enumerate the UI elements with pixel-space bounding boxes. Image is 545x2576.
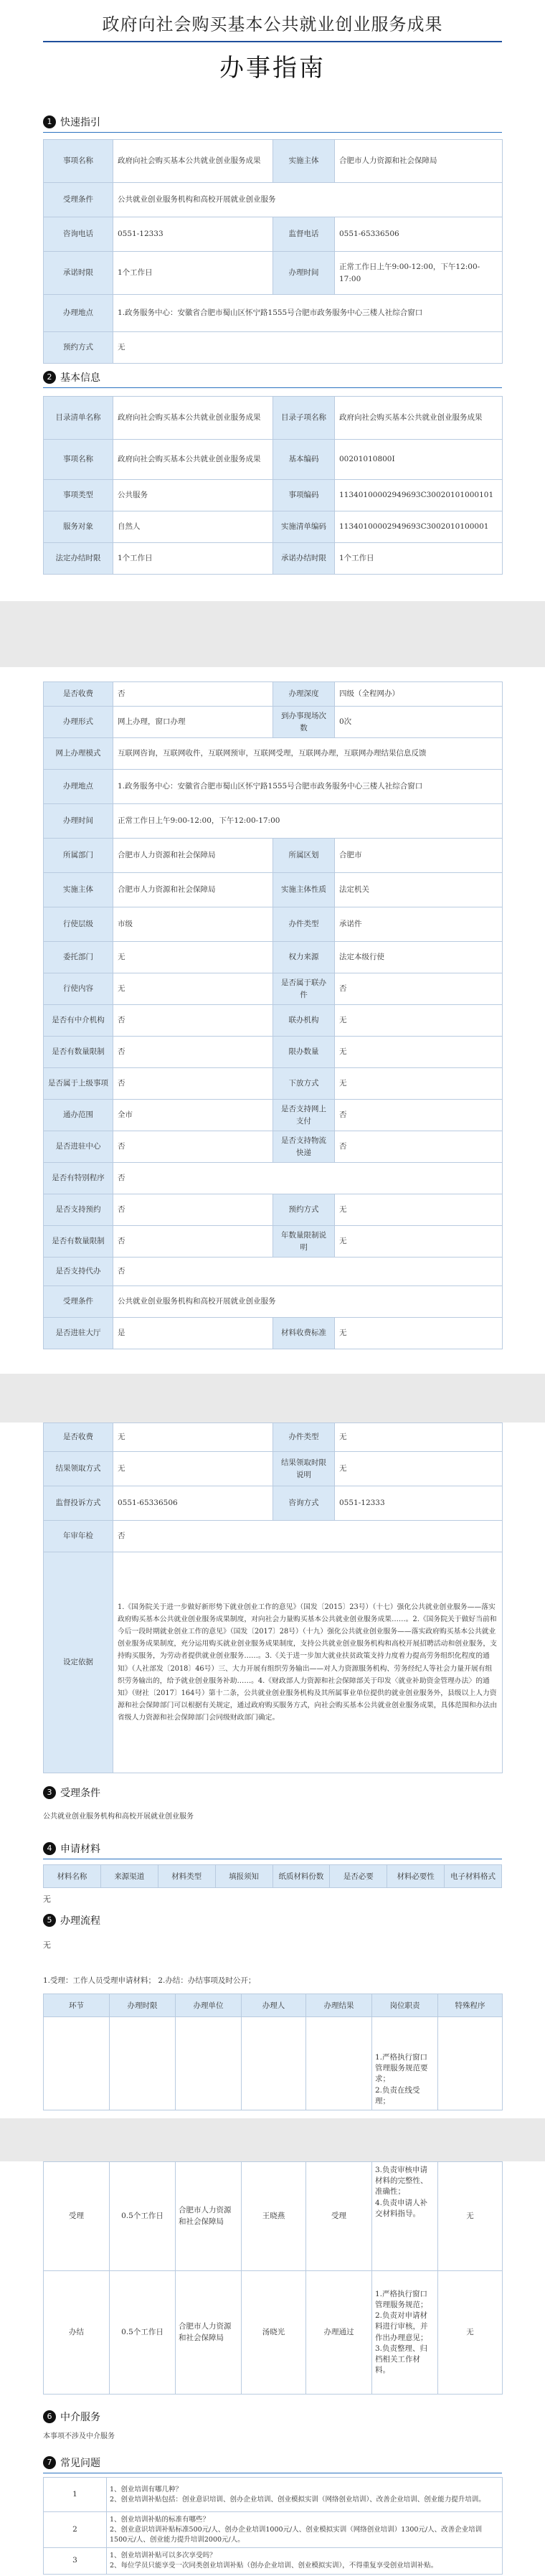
field-value: 0551-65336506: [113, 1486, 273, 1521]
field-label: 办理时间: [273, 252, 335, 295]
field-label: 是否有数量限制: [44, 1226, 113, 1258]
table-row: [44, 252, 503, 295]
table-row: [44, 804, 503, 839]
field-label: 年审年检: [44, 1521, 113, 1552]
process-unit: 合肥市人力资源和社会保障局: [176, 2162, 242, 2271]
field-value: 正常工作日上午9:00-12:00，下午12:00-17:00: [335, 252, 503, 295]
section-number-badge: 2: [43, 371, 56, 384]
faq-item: [44, 2478, 503, 2512]
field-label: 办理时间: [44, 804, 113, 839]
field-value: 正常工作日上午9:00-12:00，下午12:00-17:00: [113, 804, 503, 839]
field-value: 11340100002949693C3002010100001: [335, 511, 503, 543]
field-value: 政府向社会购买基本公共就业创业服务成果: [113, 397, 273, 440]
column-header: 电子材料格式: [445, 1865, 502, 1888]
section-title: 基本信息: [60, 372, 100, 384]
field-label: 委托部门: [44, 942, 113, 973]
field-label: 通办范围: [44, 1100, 113, 1131]
process-person: 汤晓光: [242, 2271, 306, 2395]
field-label: 材料收费标准: [273, 1318, 335, 1349]
document-title: 政府向社会购买基本公共就业创业服务成果: [102, 14, 443, 34]
field-label: 承诺办结时限: [273, 543, 335, 575]
column-header: 办理时限: [110, 1994, 176, 2017]
section-title: 快速指引: [60, 117, 100, 128]
field-value: 否: [335, 1100, 503, 1131]
faq-number: 2: [44, 2512, 107, 2548]
table-cell: [176, 2017, 242, 2110]
field-label: 受理条件: [44, 1286, 113, 1318]
field-value: 1个工作日: [113, 543, 273, 575]
field-value: 1.政务服务中心：安徽省合肥市蜀山区怀宁路1555号合肥市政务服务中心三楼人社综合窗口: [113, 770, 503, 804]
table-header-row: [44, 1865, 502, 1888]
field-label: 设定依据: [44, 1552, 113, 1773]
duty-cell: [372, 2017, 438, 2110]
field-label: 权力来源: [273, 942, 335, 973]
table-row: [44, 511, 503, 543]
field-value: 是: [113, 1318, 273, 1349]
materials-table: [43, 1864, 502, 1888]
table-cell: [306, 2017, 372, 2110]
field-label: 办理形式: [44, 707, 113, 738]
faq-question: 1、创业培训补贴可以多次享受吗？: [110, 2552, 217, 2560]
faq-content: [107, 2512, 503, 2548]
field-value: 否: [113, 1226, 273, 1258]
field-label: 目录清单名称: [44, 397, 113, 440]
field-value: 0次: [335, 707, 503, 738]
document-subtitle: 办事指南: [219, 54, 326, 82]
table-row: [44, 543, 503, 575]
field-label: 法定办结时限: [44, 543, 113, 575]
field-value: 否: [113, 1521, 503, 1552]
field-label: 是否支持代办: [44, 1258, 113, 1286]
duty-line: 3.负责审核申请材料的完整性、准确性；: [375, 2166, 428, 2197]
field-label: 办理深度: [273, 682, 335, 707]
column-header: 办理人: [242, 1994, 306, 2017]
field-value: 否: [113, 1037, 273, 1068]
field-value: 无: [335, 1452, 503, 1486]
table-row: [44, 480, 503, 511]
table-row: [44, 140, 503, 183]
section-heading-faq: [43, 2455, 100, 2470]
field-label: 是否进驻大厅: [44, 1318, 113, 1349]
section-title: 办理流程: [60, 1915, 100, 1927]
faq-answer: 2、创业意识培训补贴标准500元/人、创办企业培训1000元/人、创业模拟实训（网络创业培训）1300元/人、改善企业培训1500元/人、创业能力提升培训2000元/人。: [110, 2525, 483, 2544]
column-header: 岗位职责: [372, 1994, 438, 2017]
materials-empty-note: 无: [43, 1895, 51, 1904]
acceptance-text: 公共就业创业服务机构和高校开展就业创业服务: [43, 1813, 194, 1821]
section-title: 申请材料: [60, 1844, 100, 1855]
process-person: 王晓燕: [242, 2162, 306, 2271]
process-time: 0.5个工作日: [110, 2162, 176, 2271]
section-divider: [43, 132, 502, 133]
faq-number: 1: [44, 2478, 107, 2512]
faq-answer: 2、每位学员只能享受一次同类创业培训补贴（创办企业培训、创业模拟实训），不得重复享受创业培训补贴。: [110, 2562, 438, 2570]
field-value: 否: [113, 682, 273, 707]
column-header: 材料名称: [44, 1865, 101, 1888]
field-label: 到办事现场次数: [273, 707, 335, 738]
field-value: 合肥市: [335, 839, 503, 873]
field-value: 00201010800I: [335, 440, 503, 480]
field-value: 无: [335, 1037, 503, 1068]
duty-line: 2.负责对申请材料进行审核，并作出办理意见；: [375, 2311, 428, 2342]
field-label: 办件类型: [273, 907, 335, 942]
basic-info-table-continued: [43, 1423, 503, 1773]
field-label: 实施主体: [44, 873, 113, 907]
table-row: [44, 1163, 503, 1194]
table-row: [44, 707, 503, 738]
field-label: 是否收费: [44, 682, 113, 707]
title-divider: [43, 41, 502, 42]
document-page-1: [0, 0, 545, 601]
field-label: 办理地点: [44, 295, 113, 332]
column-header: 纸质材料份数: [272, 1865, 330, 1888]
field-value: 否: [113, 1258, 503, 1286]
table-row: [44, 217, 503, 252]
field-label: 事项类型: [44, 480, 113, 511]
process-special: 无: [438, 2271, 503, 2395]
field-label: 是否支持预约: [44, 1194, 113, 1226]
field-label: 网上办理模式: [44, 738, 113, 770]
table-row: [44, 1131, 503, 1163]
faq-content: [107, 2548, 503, 2575]
process-table-continued: [43, 2161, 503, 2395]
field-value: 1.政务服务中心：安徽省合肥市蜀山区怀宁路1555号合肥市政务服务中心三楼人社综合窗口: [113, 295, 503, 332]
section-number-badge: 3: [43, 1786, 56, 1799]
field-value: 网上办理，窗口办理: [113, 707, 273, 738]
field-value: 法定本级行使: [335, 942, 503, 973]
table-row: [44, 2271, 503, 2395]
table-row: [44, 2162, 503, 2271]
field-value: 无: [335, 1423, 503, 1452]
process-time: 0.5个工作日: [110, 2271, 176, 2395]
table-row: [44, 1258, 503, 1286]
faq-question: 1、创业培训有哪几种？: [110, 2485, 183, 2494]
field-value: 公共就业创业服务机构和高校开展就业创业服务: [113, 183, 503, 217]
field-value: 1个工作日: [335, 543, 503, 575]
field-value: 政府向社会购买基本公共就业创业服务成果: [335, 397, 503, 440]
process-result: 受理: [306, 2162, 372, 2271]
table-cell: [438, 2017, 503, 2110]
table-row: [44, 738, 503, 770]
field-label: 目录子项名称: [273, 397, 335, 440]
table-row: [44, 1005, 503, 1037]
table-row: [44, 839, 503, 873]
field-label: 限办数量: [273, 1037, 335, 1068]
field-label: 实施主体: [273, 140, 335, 183]
section-heading-materials: [43, 1841, 100, 1856]
field-value: 市级: [113, 907, 273, 942]
table-cell: [44, 2017, 110, 2110]
field-value: 公共服务: [113, 480, 273, 511]
field-label: 预约方式: [44, 332, 113, 364]
document-page-3: [0, 1423, 545, 2118]
column-header: 材料必要性: [387, 1865, 445, 1888]
field-value: 无: [335, 1194, 503, 1226]
field-label: 事项编码: [273, 480, 335, 511]
field-label: 受理条件: [44, 183, 113, 217]
field-value: 无: [113, 973, 273, 1005]
field-value: 11340100002949693C30020101000101: [335, 480, 503, 511]
table-row: [44, 183, 503, 217]
field-label: 是否有数量限制: [44, 1037, 113, 1068]
field-value: 0551-12333: [335, 1486, 503, 1521]
field-value: 法定机关: [335, 873, 503, 907]
duty-cell: [372, 2271, 438, 2395]
column-header: 材料类型: [158, 1865, 215, 1888]
column-header: 来源渠道: [100, 1865, 158, 1888]
table-row: [44, 1318, 503, 1349]
document-page-2: [0, 667, 545, 1374]
faq-item: [44, 2548, 503, 2575]
table-row: [44, 682, 503, 707]
process-step: 办结: [44, 2271, 110, 2395]
field-label: 服务对象: [44, 511, 113, 543]
field-value: 公共就业创业服务机构和高校开展就业创业服务: [113, 1286, 503, 1318]
table-row: [44, 295, 503, 332]
column-header: 特殊程序: [438, 1994, 503, 2017]
table-header-row: [44, 1994, 503, 2017]
document-page-4: [0, 2161, 545, 2576]
field-value: 自然人: [113, 511, 273, 543]
field-label: 事项名称: [44, 140, 113, 183]
field-value: 否: [113, 1131, 273, 1163]
field-value: 互联网咨询，互联网收件，互联网预审，互联网受理，互联网办理，互联网办理结果信息反馈: [113, 738, 503, 770]
table-row: [44, 973, 503, 1005]
section-number-badge: 7: [43, 2456, 56, 2469]
field-label: 是否收费: [44, 1423, 113, 1452]
process-table: [43, 1994, 503, 2110]
field-value: 合肥市人力资源和社会保障局: [113, 873, 273, 907]
section-title: 中介服务: [60, 2412, 100, 2423]
field-value: 否: [335, 973, 503, 1005]
field-value: 1个工作日: [113, 252, 273, 295]
field-label: 是否有中介机构: [44, 1005, 113, 1037]
field-value: 政府向社会购买基本公共就业创业服务成果: [113, 140, 273, 183]
field-label: 实施清单编码: [273, 511, 335, 543]
faq-table: [43, 2477, 503, 2575]
column-header: 填报须知: [215, 1865, 272, 1888]
field-label: 是否支持网上支付: [273, 1100, 335, 1131]
field-label: 结果领取时限说明: [273, 1452, 335, 1486]
table-row: [44, 770, 503, 804]
table-row: [44, 907, 503, 942]
field-label: 办件类型: [273, 1423, 335, 1452]
field-label: 是否支持物流快递: [273, 1131, 335, 1163]
field-value: 否: [113, 1068, 273, 1100]
column-header: 是否必要: [330, 1865, 387, 1888]
table-row: [44, 1452, 503, 1486]
field-value: 全市: [113, 1100, 273, 1131]
field-label: 结果领取方式: [44, 1452, 113, 1486]
section-heading-acceptance: [43, 1785, 100, 1800]
field-label: 承诺时限: [44, 252, 113, 295]
section-heading-basic-info: [43, 370, 100, 384]
quick-guide-table: [43, 139, 503, 364]
field-label: 是否有特别程序: [44, 1163, 113, 1194]
duty-line: 1.严格执行窗口管理服务规范；: [375, 2289, 428, 2309]
field-label: 基本编码: [273, 440, 335, 480]
field-value: 无: [335, 1226, 503, 1258]
duty-line: 4.负责申请人补交材料指导。: [375, 2198, 428, 2218]
field-value: 0551-65336506: [335, 217, 503, 252]
field-value: 承诺件: [335, 907, 503, 942]
table-row: [44, 942, 503, 973]
table-row: [44, 1226, 503, 1258]
section-heading-quick-guide: [43, 115, 100, 129]
field-label: 下放方式: [273, 1068, 335, 1100]
agency-text: 本事项不涉及中介服务: [43, 2433, 115, 2440]
field-value: 合肥市人力资源和社会保障局: [113, 839, 273, 873]
page-gap: [0, 2118, 545, 2161]
process-note: 无: [43, 1940, 51, 1950]
field-value: 无: [113, 942, 273, 973]
basic-info-table-continued: [43, 681, 503, 1349]
column-header: 办理单位: [176, 1994, 242, 2017]
field-value: 无: [113, 1423, 273, 1452]
field-label: 联办机构: [273, 1005, 335, 1037]
field-label: 是否属于上级事项: [44, 1068, 113, 1100]
duty-cell: [372, 2162, 438, 2271]
section-number-badge: 5: [43, 1914, 56, 1927]
table-row: [44, 1037, 503, 1068]
process-special: 无: [438, 2162, 503, 2271]
field-value: 无: [335, 1068, 503, 1100]
table-row: [44, 1286, 503, 1318]
faq-content: [107, 2478, 503, 2512]
process-result: 办理通过: [306, 2271, 372, 2395]
faq-answer: 2、创业培训补贴包括：创业意识培训、创办企业培训、创业模拟实训（网络创业培训）、改善企业培训、创业能力提升培训。: [110, 2495, 485, 2504]
field-label: 预约方式: [273, 1194, 335, 1226]
field-value: 无: [335, 1005, 503, 1037]
page-gap: [0, 601, 545, 667]
field-value: 否: [113, 1005, 273, 1037]
section-number-badge: 4: [43, 1842, 56, 1855]
table-row: [44, 440, 503, 480]
page-gap: [0, 1374, 545, 1423]
faq-question: 1、创业培训补贴的标准有哪些？: [110, 2516, 210, 2524]
duty-line: 2.负责在线受理；: [375, 2085, 420, 2105]
section-divider: [43, 387, 502, 388]
field-label: 事项名称: [44, 440, 113, 480]
field-label: 所属区划: [273, 839, 335, 873]
duty-line: 3.负责整理、归档相关工作材料。: [375, 2344, 428, 2375]
table-row: [44, 332, 503, 364]
basic-info-table: [43, 396, 503, 575]
field-value: 四级（全程网办）: [335, 682, 503, 707]
field-value: 无: [113, 1452, 273, 1486]
field-label: 所属部门: [44, 839, 113, 873]
table-row: [44, 2017, 503, 2110]
field-value: 否: [335, 1131, 503, 1163]
table-row: [44, 1100, 503, 1131]
table-row: [44, 1423, 503, 1452]
field-value: 政府向社会购买基本公共就业创业服务成果: [113, 440, 273, 480]
faq-number: 3: [44, 2548, 107, 2575]
process-unit: 合肥市人力资源和社会保障局: [176, 2271, 242, 2395]
legal-basis-text: 1.《国务院关于进一步做好新形势下就业创业工作的意见》（国发〔2015〕23号）（十七）强化公共就业创业服务——落实政府购买基本公共就业创业服务成果制度，对向社会力量购买基本公共就业创业服务成果……。2.《国务院关于做好当前和今后一段时期就业创业工作的意见》（国发〔2017〕28号）（十九）强化公共就业创业服务——落实政府购买基本公共就业创业服务成果制度，充分运用购买就业创业服务成果制度，支持公共就业创业服务机构和高校开展招聘活动和创业服务，支持购买服务，为劳动者提供就业创业服务……。3.《关于进一步加大就业扶贫政策支持力度着力提高劳务组织化程度的通知》（人社部发〔2018〕46号）三、大力开展有组织劳务输出——对人力资源服务机构、劳务经纪人等社会力量开展有组织劳务输出的，给予就业创业服务补助……。4.《财政部人力资源和社会保障部关于印发〈就业补助资金管理办法〉的通知》（财社〔2017〕164号）第十二条，公共就业创业服务机构及其所属事业单位提供的就业创业服务外，县级以上人力资源和社会保障部门可以根据有关规定，通过政府购买服务方式，向社会购买基本公共就业创业服务成果，具体范围和办法由省级人力资源和社会保障部门会同级财政部门确定。: [113, 1552, 503, 1773]
table-row: [44, 1552, 503, 1773]
field-value: 无: [113, 332, 503, 364]
section-heading-process: [43, 1913, 100, 1928]
column-header: 环节: [44, 1994, 110, 2017]
field-label: 年数量限制说明: [273, 1226, 335, 1258]
duty-line: 1.严格执行窗口管理服务规范要求；: [375, 2052, 428, 2084]
field-label: 行使层级: [44, 907, 113, 942]
section-title: 受理条件: [60, 1788, 100, 1799]
field-value: 无: [335, 1318, 503, 1349]
column-header: 办理结果: [306, 1994, 372, 2017]
field-label: 是否进驻中心: [44, 1131, 113, 1163]
section-number-badge: 6: [43, 2410, 56, 2423]
field-value: 否: [113, 1194, 273, 1226]
field-label: 行使内容: [44, 973, 113, 1005]
faq-item: [44, 2512, 503, 2548]
process-intro: 1.受理：工作人员受理申请材料； 2.办结：办结事项及时公开；: [43, 1976, 256, 1985]
field-label: 监督电话: [273, 217, 335, 252]
table-row: [44, 1486, 503, 1521]
field-value: 0551-12333: [113, 217, 273, 252]
field-value: 合肥市人力资源和社会保障局: [335, 140, 503, 183]
table-row: [44, 397, 503, 440]
field-label: 办理地点: [44, 770, 113, 804]
table-cell: [110, 2017, 176, 2110]
table-row: [44, 1068, 503, 1100]
table-row: [44, 1194, 503, 1226]
field-label: 咨询方式: [273, 1486, 335, 1521]
field-label: 监督投诉方式: [44, 1486, 113, 1521]
section-title: 常见问题: [60, 2458, 100, 2469]
section-heading-agency: [43, 2410, 100, 2424]
section-number-badge: 1: [43, 115, 56, 128]
table-cell: [242, 2017, 306, 2110]
table-row: [44, 873, 503, 907]
field-label: 咨询电话: [44, 217, 113, 252]
field-label: 实施主体性质: [273, 873, 335, 907]
field-value: 否: [113, 1163, 503, 1194]
table-row: [44, 1521, 503, 1552]
process-step: 受理: [44, 2162, 110, 2271]
field-label: 是否属于联办件: [273, 973, 335, 1005]
